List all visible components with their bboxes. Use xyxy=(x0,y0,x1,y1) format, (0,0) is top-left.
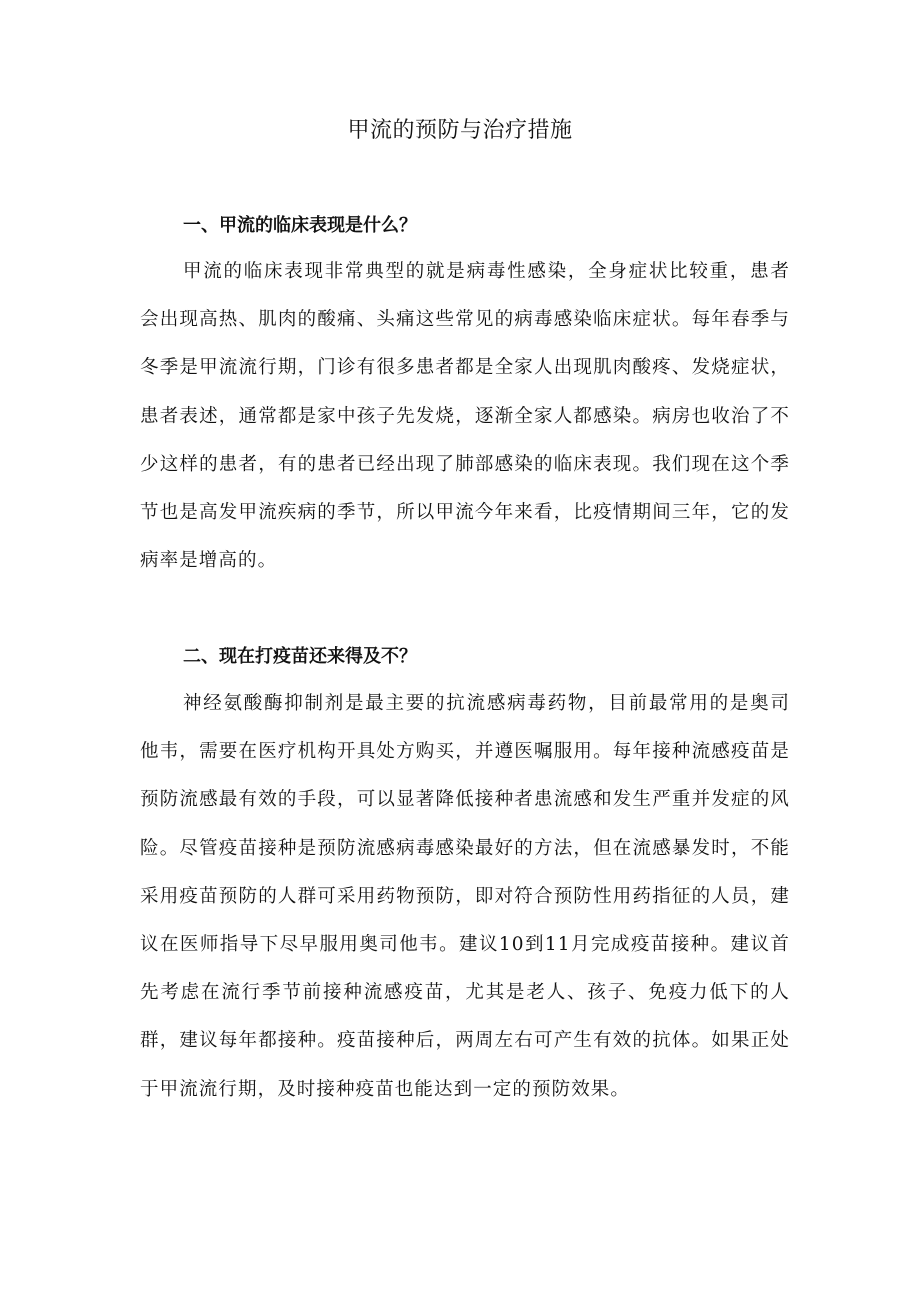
section-heading-vaccination: 二、现在打疫苗还来得及不？ xyxy=(183,646,417,667)
section-heading-clinical-symptoms: 一、甲流的临床表现是什么？ xyxy=(183,215,417,236)
document-title: 甲流的预防与治疗措施 xyxy=(347,118,573,143)
section-paragraph-vaccination: 神经氨酸酶抑制剂是最主要的抗流感病毒药物，目前最常用的是奥司他韦，需要在医疗机构开具处方购买，并遵医嘱服用。每年接种流感疫苗是预防流感最有效的手段，可以显著降低接种者患流感和发生严重并发症的风险。尽管疫苗接种是预防流感病毒感染最好的方法，但在流感暴发时，不能采用疫苗预防的人群可采用药物预防，即对符合预防性用药指征的人员，建议在医师指导下尽早服用奥司他韦。建议10到11月完成疫苗接种。建议首先考虑在流行季节前接种流感疫苗，尤其是老人、孩子、免疫力低下的人群，建议每年都接种。疫苗接种后，两周左右可产生有效的抗体。如果正处于甲流流行期，及时接种疫苗也能达到一定的预防效果。 xyxy=(140,693,790,1100)
section-paragraph-clinical-symptoms: 甲流的临床表现非常典型的就是病毒性感染，全身症状比较重，患者会出现高热、肌肉的酸痛、头痛这些常见的病毒感染临床症状。每年春季与冬季是甲流流行期，门诊有很多患者都是全家人出现肌肉酸疼、发烧症状，患者表述，通常都是家中孩子先发烧，逐渐全家人都感染。病房也收治了不少这样的患者，有的患者已经出现了肺部感染的临床表现。我们现在这个季节也是高发甲流疾病的季节，所以甲流今年来看，比疫情期间三年，它的发病率是增高的。 xyxy=(140,261,790,572)
